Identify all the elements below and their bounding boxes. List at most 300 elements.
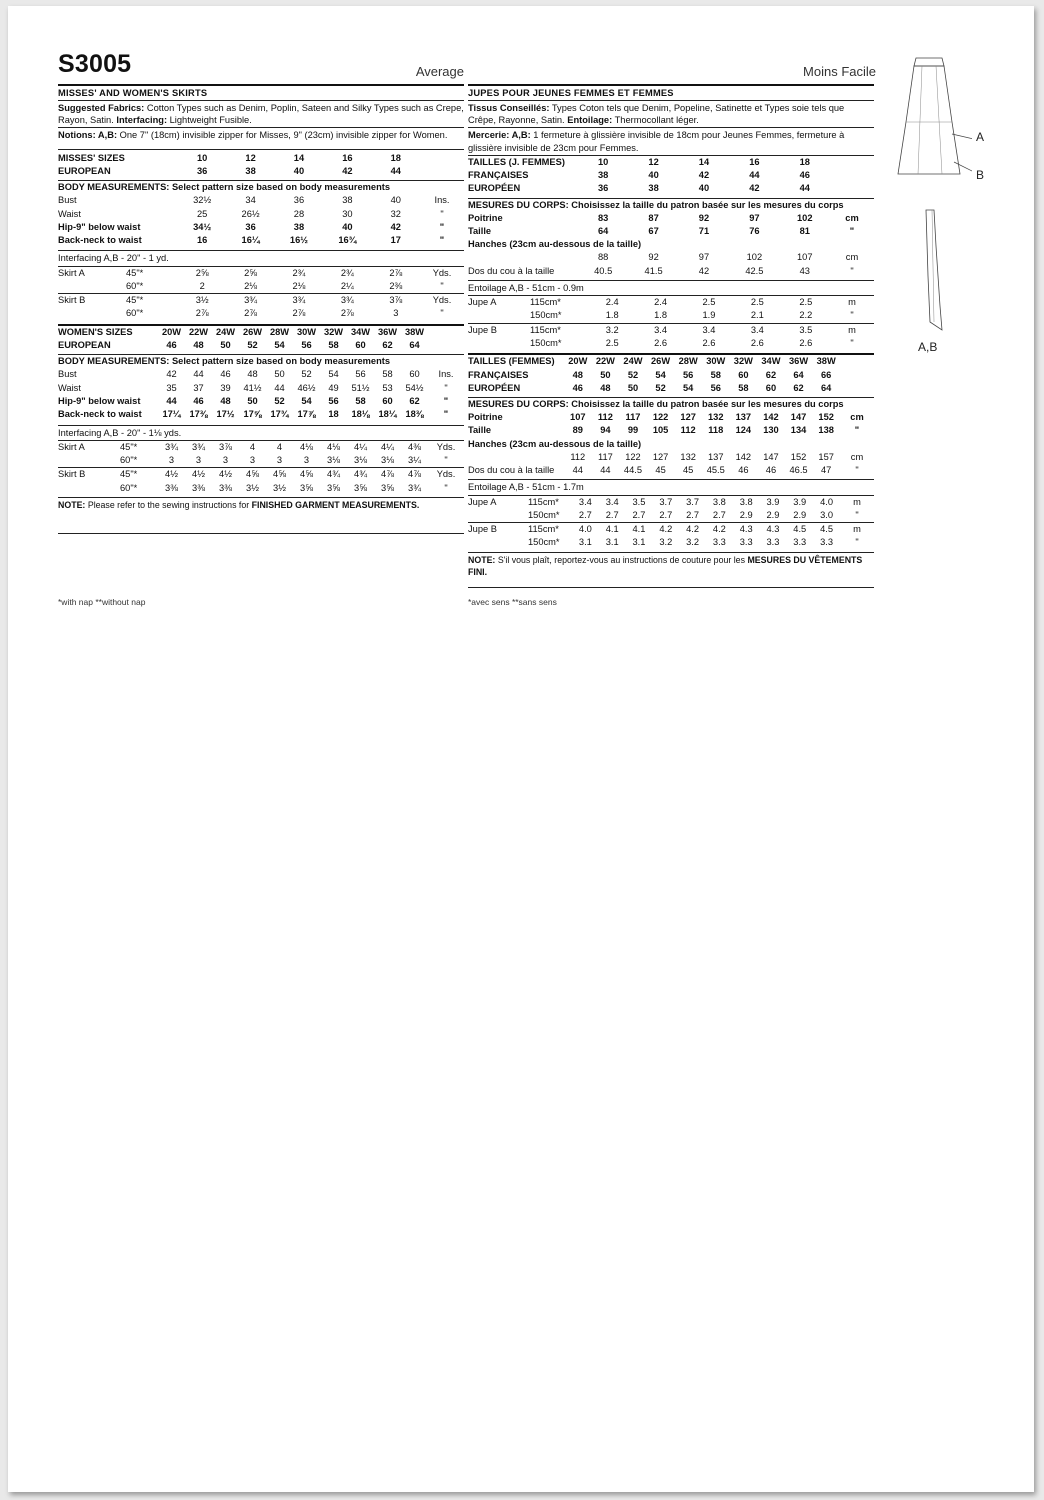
cell: 14 [293, 152, 305, 163]
cell: 58 [328, 340, 339, 351]
cell: 3½ [273, 482, 286, 493]
unit: Ins. [438, 369, 454, 380]
cell: 32½ [193, 195, 212, 206]
cell: 87 [648, 212, 659, 223]
cell: 3⅜ [192, 482, 205, 493]
fr-women-hips [468, 451, 874, 464]
cell: 46 [220, 369, 231, 380]
row-label: Hip-9" below waist [58, 395, 141, 406]
unit: " [855, 509, 859, 520]
cell: 3.3 [820, 537, 834, 548]
cell: 147 [763, 451, 779, 462]
cell: 3 [222, 455, 229, 466]
cell: 32W [733, 356, 753, 367]
cell: 48 [572, 369, 583, 380]
cell: 58 [738, 382, 749, 393]
en-women-european [58, 339, 464, 352]
cell: 62 [765, 369, 777, 380]
row-label: Poitrine [468, 412, 503, 423]
row-label: Skirt B [58, 469, 86, 480]
en-misses-yardage-row [58, 307, 464, 320]
cell: 17⅞ [297, 409, 316, 420]
cell: 4.0 [578, 524, 592, 535]
unit [840, 382, 874, 395]
cell: 16 [749, 156, 760, 167]
cell: 52 [627, 369, 639, 380]
cell: 2¾ [292, 267, 306, 278]
cell: 3.9 [793, 496, 807, 507]
unit: m [853, 524, 861, 535]
cell: 4.3 [739, 524, 753, 535]
cell: 16 [342, 152, 353, 163]
cell: 28W [269, 326, 290, 337]
unit [840, 355, 874, 368]
cell: 64 [409, 340, 420, 351]
fr-misses-hips [468, 251, 874, 264]
cell: 16½ [289, 235, 309, 246]
cell: 118 [708, 425, 724, 436]
en-women-yardage-row [58, 454, 464, 467]
fr-misses-eu [468, 182, 874, 195]
cell: 36 [245, 221, 256, 232]
fr-women-eu [468, 382, 874, 395]
cell: 142 [763, 412, 779, 423]
cell: 97 [749, 212, 760, 223]
cell: 3⅜ [219, 482, 232, 493]
cell: 2⅝ [244, 267, 258, 278]
cell: 4¾ [354, 469, 367, 480]
cell: 102 [746, 252, 763, 263]
cell: 56 [683, 369, 694, 380]
cell: 4.5 [820, 524, 834, 535]
cell: 38 [245, 165, 256, 176]
cell: 3.1 [578, 537, 592, 548]
cell: 34 [245, 195, 256, 206]
cell: 26W [242, 326, 263, 337]
fr-notions: Mercerie: A,B: 1 fermeture à glissière invisible de 18cm pour Jeunes Femmes, fermeture à glissière invisible de 23cm pour Femmes. [468, 130, 845, 153]
cell: 44 [390, 165, 401, 176]
unit: cm [850, 451, 864, 462]
row-label: TAILLES (J. FEMMES) [468, 156, 565, 167]
cell: 4.0 [820, 496, 834, 507]
cell: 76 [749, 226, 760, 236]
cell: 2.6 [799, 337, 813, 348]
unit [830, 182, 874, 195]
cell: 60 [765, 382, 777, 393]
cell: 4⅝ [300, 469, 313, 480]
cell: 3.2 [686, 537, 700, 548]
unit: cm [845, 252, 859, 263]
cell: 3⅜ [165, 482, 178, 493]
cell: 20W [161, 326, 182, 337]
cell: 66 [821, 369, 832, 380]
cell: 17¾ [270, 409, 289, 420]
cell: 4.2 [686, 524, 700, 535]
fr-misses-section [468, 156, 874, 350]
cell: 41.5 [644, 265, 663, 276]
cell: 127 [652, 451, 669, 462]
cell: 28 [293, 208, 305, 219]
cell: 38 [293, 221, 305, 232]
cell: 56 [328, 395, 339, 406]
cell: 36W [377, 326, 398, 337]
cell: 43 [799, 265, 810, 276]
unit: Yds. [432, 267, 452, 278]
row-label: Bust [58, 369, 77, 380]
fr-title: JUPES POUR JEUNES FEMMES ET FEMMES [468, 88, 674, 98]
cell: 26W [651, 356, 671, 367]
pattern-envelope-back [8, 6, 1034, 1492]
cell: 60 [382, 395, 393, 406]
en-title: MISSES' AND WOMEN'S SKIRTS [58, 88, 208, 98]
fabric-width: 115cm* [528, 496, 559, 507]
fabric-width: 45"* [120, 441, 138, 452]
en-women-interfacing: Interfacing A,B - 20" - 1⅛ yds. [58, 427, 182, 438]
unit: " [849, 226, 855, 236]
cell: 83 [598, 212, 609, 223]
difficulty-fr: Moins Facile [803, 64, 876, 79]
cell: 56 [355, 369, 366, 380]
cell: 48 [247, 369, 258, 380]
fabric-width: 150cm* [528, 537, 560, 548]
cell: 38W [404, 326, 425, 337]
cell: 34½ [193, 221, 212, 232]
row-label: MISSES' SIZES [58, 152, 125, 163]
cell: 152 [818, 412, 834, 423]
row-label: Back-neck to waist [58, 235, 142, 246]
cell: 42 [342, 165, 353, 176]
cell: 2.5 [799, 297, 813, 308]
cell: 3¾ [244, 295, 258, 306]
unit: " [855, 537, 859, 548]
row-label: TAILLES (FEMMES) [468, 356, 555, 367]
cell: 4.2 [659, 524, 673, 535]
cell: 1.8 [605, 310, 619, 321]
cell: 50 [220, 340, 231, 351]
cell: 54½ [405, 382, 424, 393]
cell: 2⅞ [340, 308, 354, 319]
cell: 4¼ [354, 441, 367, 452]
unit: " [439, 221, 445, 232]
unit [428, 326, 464, 339]
cell: 88 [598, 252, 609, 263]
cell: 3⅞ [219, 441, 232, 452]
cell: 44 [572, 465, 583, 476]
fr-women-section [468, 355, 874, 549]
row-label: EUROPÉEN [468, 183, 521, 194]
cell: 3.4 [654, 324, 668, 335]
unit [420, 152, 464, 165]
cell: 46 [166, 340, 177, 351]
cell: 48 [220, 395, 231, 406]
cell: 12 [648, 156, 659, 167]
unit: Yds. [432, 295, 452, 306]
cell: 4.5 [793, 524, 807, 535]
cell: 36 [293, 195, 305, 206]
cell: 3.7 [686, 496, 700, 507]
french-column [468, 84, 874, 588]
cell: 81 [799, 226, 810, 236]
row-label: Jupe A [468, 496, 497, 507]
row-label: Waist [58, 208, 81, 219]
cell: 16¾ [338, 235, 357, 246]
cell: 40 [648, 170, 659, 181]
unit: " [444, 482, 448, 493]
cell: 3¾ [165, 441, 178, 452]
cell: 18¼ [378, 409, 397, 420]
unit [428, 339, 464, 352]
cell: 1.9 [702, 310, 716, 321]
cell: 46 [765, 465, 777, 476]
cell: 71 [698, 226, 710, 236]
fr-misses-sizes [468, 156, 874, 169]
cell: 3.4 [702, 324, 716, 335]
row-label: Jupe B [468, 524, 497, 535]
cell: 64 [821, 382, 832, 393]
cell: 122 [652, 412, 669, 423]
cell: 3.9 [766, 496, 780, 507]
cell: 45.5 [706, 465, 725, 476]
cell: 32W [323, 326, 344, 337]
cell: 134 [790, 425, 807, 436]
fabric-width: 150cm* [530, 310, 562, 321]
fabric-width: 45"* [126, 267, 144, 278]
cell: 2.6 [702, 337, 716, 348]
cell: 130 [763, 425, 779, 436]
pattern-number: S3005 [58, 50, 132, 78]
cell: 40 [390, 195, 401, 206]
row-label: EUROPEAN [58, 340, 111, 351]
row-label: Jupe B [468, 324, 497, 335]
cell: 42 [749, 183, 760, 194]
cell: 3.8 [739, 496, 753, 507]
cell: 2.7 [632, 509, 646, 520]
row-label: Waist [58, 382, 81, 393]
cell: 1.8 [654, 310, 668, 321]
cell: 4½ [192, 469, 205, 480]
english-column [58, 84, 464, 534]
unit: cm [845, 212, 859, 223]
row-label: EUROPEAN [58, 165, 111, 176]
cell: 52 [274, 395, 285, 406]
cell: 4⅛ [327, 441, 340, 452]
unit: " [850, 337, 854, 348]
row-label [58, 454, 120, 467]
cell: 64 [793, 369, 804, 380]
cell: 2⅛ [292, 280, 306, 291]
cell: 17⅝ [243, 409, 262, 420]
cell: 3½ [195, 295, 209, 306]
fabric-width: 45"* [126, 295, 144, 306]
cell: 54 [655, 369, 666, 380]
cell: 40.5 [594, 265, 613, 276]
cell: 124 [735, 425, 752, 436]
cell: 18⅛ [351, 409, 370, 420]
cell: 4⅛ [300, 441, 313, 452]
cell: 36 [598, 183, 609, 194]
row-label: Poitrine [468, 212, 503, 223]
cell: 22W [595, 356, 615, 367]
cell: 2.6 [750, 337, 764, 348]
fr-women-yardage-row [468, 509, 874, 522]
fr-body-heading: MESURES DU CORPS: Choisissez la taille du patron basée sur les mesures du corps [468, 199, 844, 210]
cell: 92 [698, 212, 710, 223]
cell: 44 [749, 170, 760, 181]
row-label: Dos du cou à la taille [468, 265, 555, 276]
row-label [468, 536, 528, 549]
row-label: Hip-9" below waist [58, 221, 141, 232]
cell: 30W [296, 326, 317, 337]
cell: 17⅜ [189, 409, 208, 420]
cell: 3.4 [578, 496, 592, 507]
cell: 157 [818, 451, 834, 462]
cell: 42.5 [745, 265, 764, 276]
cell: 2.2 [799, 310, 813, 321]
fr-fabrics: Tissus Conseillés: Types Coton tels que Denim, Popeline, Satinette et Types soie tels que Crêpe, Rayonne, Satin. Entoilage: Thermocollant léger. [468, 103, 845, 126]
cell: 3⅛ [354, 455, 367, 466]
en-misses-body-row [58, 234, 464, 247]
row-label [468, 251, 578, 264]
unit: Yds. [436, 469, 456, 480]
cell: 2.1 [750, 310, 764, 321]
fr-hips-heading: Hanches (23cm au-dessous de la taille) [468, 239, 642, 250]
cell: 44 [600, 465, 611, 476]
row-label [58, 482, 120, 495]
cell: 3.7 [659, 496, 673, 507]
cell: 38W [816, 356, 836, 367]
fr-women-yardage-row [468, 536, 874, 549]
cell: 18⅜ [405, 409, 424, 420]
fr-note: NOTE: S'il vous plaît, reportez-vous au instructions de couture pour les MESURES DU VÊTEMENTS FINI. [468, 554, 863, 577]
row-label: EUROPÉEN [468, 382, 521, 393]
cell: 56 [710, 382, 721, 393]
cell: 127 [680, 412, 696, 423]
cell: 10 [598, 156, 609, 167]
cell: 2.7 [605, 509, 619, 520]
difficulty-en: Average [415, 64, 464, 79]
fabric-width: 115cm* [530, 324, 561, 335]
cell: 3 [276, 455, 283, 466]
cell: 50 [247, 395, 258, 406]
cell: 16¼ [241, 235, 260, 246]
cell: 2.7 [659, 509, 673, 520]
cell: 4 [249, 441, 256, 452]
row-label: WOMEN'S SIZES [58, 326, 133, 337]
cell: 44 [799, 183, 810, 194]
cell: 4⅜ [408, 441, 421, 452]
cell: 36 [197, 165, 208, 176]
fabric-width: 60"* [126, 308, 144, 319]
unit: " [443, 395, 449, 406]
cell: 3 [393, 308, 399, 319]
cell: 62 [793, 382, 804, 393]
cell: 49 [328, 382, 339, 393]
unit [830, 169, 874, 182]
cell: 3.3 [712, 537, 726, 548]
fr-women-sizes [468, 355, 874, 368]
unit: " [850, 265, 854, 276]
fabric-width: 115cm* [530, 297, 561, 308]
cell: 4⅞ [408, 469, 421, 480]
cell: 4.1 [605, 524, 619, 535]
cell: 44.5 [623, 465, 643, 476]
cell: 2.5 [750, 297, 764, 308]
cell: 62 [409, 395, 420, 406]
en-women-body-row [58, 382, 464, 395]
row-label: Jupe A [468, 297, 497, 308]
cell: 64 [598, 226, 609, 236]
cell: 4¼ [381, 441, 394, 452]
cell: 2⅞ [244, 308, 258, 319]
cell: 38 [598, 170, 609, 181]
unit: " [444, 455, 448, 466]
cell: 2⅞ [389, 267, 403, 278]
row-label [468, 451, 564, 464]
unit: " [439, 235, 445, 246]
fr-misses-fr [468, 169, 874, 182]
en-misses-yardage-row [58, 294, 464, 307]
cell: 2⅞ [195, 308, 209, 319]
en-body-heading: BODY MEASUREMENTS: Select pattern size based on body measurements [58, 182, 391, 193]
cell: 54 [328, 369, 339, 380]
cell: 42 [390, 221, 401, 232]
cell: 3.4 [605, 496, 619, 507]
cell: 3⅞ [389, 295, 403, 306]
cell: 3.2 [659, 537, 673, 548]
en-note: NOTE: Please refer to the sewing instructions for FINISHED GARMENT MEASUREMENTS. [58, 499, 420, 510]
cell: 3.5 [632, 496, 646, 507]
cell: 62 [382, 340, 393, 351]
unit: " [850, 310, 854, 321]
unit: cm [850, 412, 864, 423]
cell: 99 [627, 425, 639, 436]
cell: 4.3 [766, 524, 780, 535]
view-ab-label: A,B [918, 340, 938, 354]
cell: 3⅝ [381, 482, 394, 493]
cell: 60 [409, 369, 420, 380]
cell: 3⅛ [381, 455, 394, 466]
cell: 4½ [219, 469, 232, 480]
cell: 112 [680, 425, 696, 436]
cell: 50 [600, 369, 611, 380]
cell: 44 [166, 395, 177, 406]
en-women-yardage-row [58, 441, 464, 454]
cell: 32 [390, 208, 401, 219]
cell: 3⅝ [354, 482, 367, 493]
cell: 10 [197, 152, 208, 163]
unit: " [855, 465, 859, 476]
cell: 132 [680, 451, 696, 462]
cell: 112 [570, 451, 586, 462]
row-label: Skirt B [58, 295, 86, 306]
en-misses-body-row [58, 208, 464, 221]
fr-footnote: *avec sens **sans sens [468, 597, 557, 607]
cell: 3½ [246, 482, 259, 493]
fabric-width: 115cm* [528, 524, 559, 535]
unit: m [853, 496, 861, 507]
cell: 3.1 [632, 537, 646, 548]
cell: 132 [708, 412, 724, 423]
view-a-label: A [976, 130, 985, 144]
cell: 46 [572, 382, 583, 393]
cell: 4.1 [632, 524, 646, 535]
cell: 3 [168, 455, 175, 466]
cell: 51½ [351, 382, 370, 393]
cell: 92 [648, 252, 659, 263]
cell: 36W [788, 356, 809, 367]
cell: 3 [195, 455, 202, 466]
cell: 3.4 [750, 324, 764, 335]
